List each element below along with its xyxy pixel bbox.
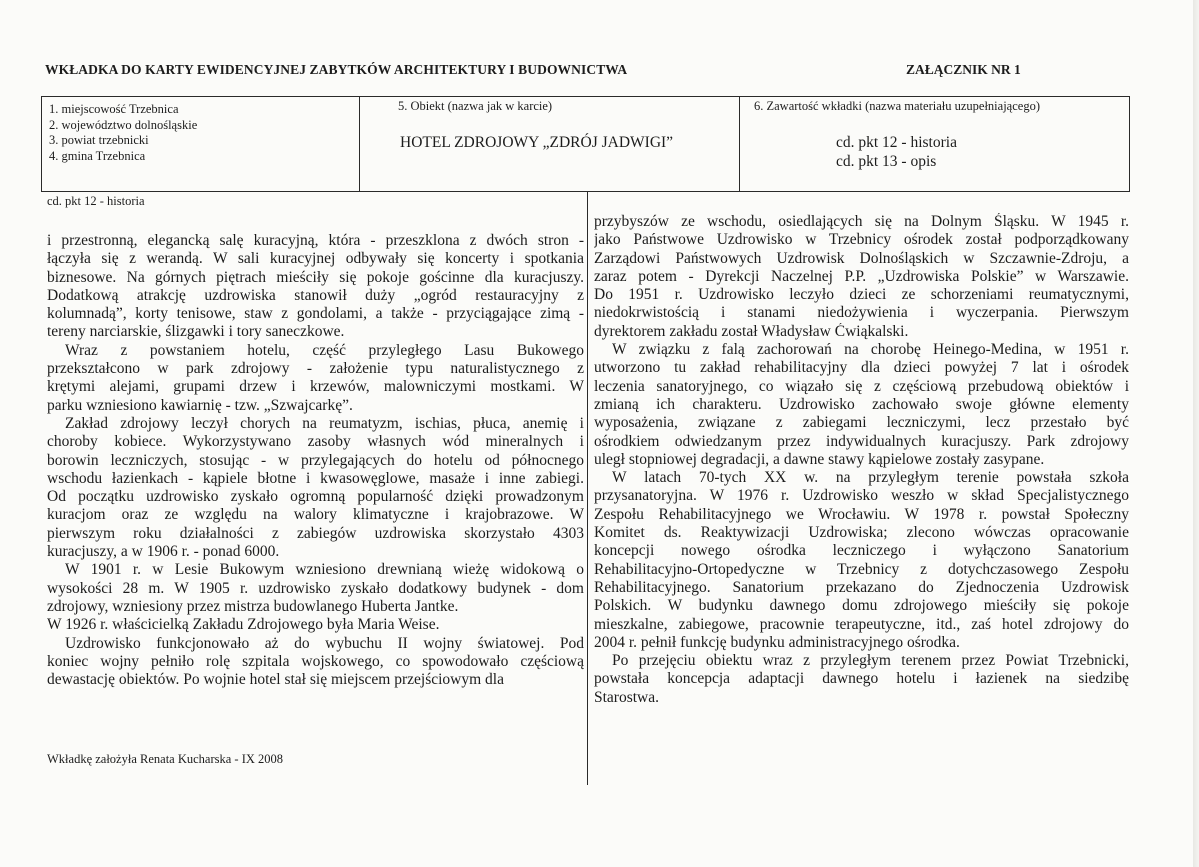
text-line: powstała koncepcja adaptacji dawnego hotelu i łazienek na siedzibę [594,670,1129,688]
text-line: kuracjuszy, a w 1906 r. - ponad 6000. [47,543,280,561]
document-title: WKŁADKA DO KARTY EWIDENCYJNEJ ZABYTKÓW ARCHITEKTURY I BUDOWNICTWA [45,62,628,77]
text-line: niedokrwistością i stanami niedożywienia i wyczerpania. Pierwszym [594,304,1129,322]
contents-label: 6. Zawartość wkładki (nazwa materiału uzupełniającego) [754,99,1040,113]
text-line: kolumnadą”, korty tenisowe, staw z gondolami, a także - przyciągające zimą - [47,305,584,323]
text-line: mieszkalne, zabiegowe, pracownie terapeutyczne, itd., zaś hotel zdrojowy do [594,615,1129,633]
text-line: Uzdrowisko funkcjonowało aż do wybuchu II wojny światowej. Pod [65,634,584,652]
text-line: łączyła się z werandą. W sali kuracyjnej odbywały się koncerty i spotkania [47,250,584,268]
author-footer: Wkładkę założyła Renata Kucharska - IX 2008 [47,752,284,766]
text-line: dewastację obiektów. Po wojnie hotel stał się miejscem przejściowym dla [47,671,504,689]
text-line: wschodu łazienkach - kąpiele błotne i kwasowęglowe, masaże i inne zabiegi. [47,469,584,487]
text-line: Po przejęciu obiektu wraz z przyległym terenem przez Powiat Trzebnicki, [612,652,1129,670]
text-line: tereny narciarskie, ślizgawki i tory saneczkowe. [47,323,345,341]
text-line: Od początku uzdrowisko zyskało ogromną popularność dzięki prowadzonym [47,488,584,506]
text-line: Zarządowi Państwowych Uzdrowisk Dolnośląskich w Szczawnie-Zdroju, a [594,249,1129,267]
text-line: zmianą ich charakteru. Uzdrowisko zachowało swoje główne elementy [594,395,1129,413]
text-line: jako Państwowe Uzdrowisko w Trzebnicy ośrodek został podporządkowany [594,231,1129,249]
object-label: 5. Obiekt (nazwa jak w karcie) [398,99,553,113]
object-name: HOTEL ZDROJOWY „ZDRÓJ JADWIGI” [400,134,674,151]
text-line: wyposażenia, związane z zabiegami leczniczymi, lecz przestało być [594,414,1129,432]
object-cell [360,97,740,191]
text-line: uległ stopniowej degradacji, a dawne stawy kąpielowe zostały zasypane. [594,450,1045,468]
info-table [41,96,1130,192]
text-line: borowin leczniczych, stosując - w przylegających do hotelu od północnego [47,451,584,469]
text-line: Rehabilitacyjnego. Sanatorium przekazano do Zjednoczenia Uzdrowisk [594,578,1129,596]
scan-edge [1193,0,1199,867]
text-line: Rehabilitacyjno-Ortopedyczne w Trzebnicy z dotychczasowego Zespołu [594,560,1129,578]
contents-cell [740,97,1129,191]
location-item-county: 3. powiat trzebnicki [49,133,149,147]
text-line: Zakład zdrojowy leczył chorych na reumatyzm, ischias, płuca, anemię i [65,414,584,432]
column-divider [587,191,588,785]
text-line: biznesowe. Na górnych piętrach mieściły się pokoje gościnne dla kuracjuszy. [47,268,584,286]
text-line: i przestronną, elegancką salę kuracyjną, która - przeszklona z dwóch stron - [47,232,584,249]
text-line: przekształcono w park zdrojowy - założenie typu naturalistycznego z [47,360,584,378]
text-line: pierwszym roku działalności z zabiegów uzdrowiska skorzystało 4303 [47,524,584,542]
text-line: przysanatoryjna. W 1976 r. Uzdrowisko weszło w skład Specjalistycznego [594,487,1129,505]
text-line: przybyszów ze wschodu, osiedlających się na Dolnym Śląsku. W 1945 r. [594,213,1129,230]
contents-item-history: cd. pkt 12 - historia [836,134,957,151]
left-column-text [47,232,584,689]
text-line: ośrodkiem odwiedzanym przez indywidualnych kuracjuszy. Park zdrojowy [594,432,1129,450]
text-line: W 1926 r. właścicielką Zakładu Zdrojowego była Maria Weise. [47,616,440,634]
contents-item-description: cd. pkt 13 - opis [836,153,937,170]
right-column-text [594,213,1129,707]
text-line: Wraz z powstaniem hotelu, część przyległego Lasu Bukowego [65,341,584,359]
location-cell [42,97,360,191]
text-line: Zespołu Rehabilitacyjnego we Wrocławiu. W 1978 r. powstał Społeczny [594,505,1129,523]
text-line: zdrojowy, wzniesiony przez mistrza budowlanego Huberta Jantke. [47,597,459,615]
text-line: Komitet ds. Reaktywizacji Uzdrowiska; zlecono wówczas opracowanie [594,524,1129,542]
annex-label: ZAŁĄCZNIK NR 1 [906,62,1021,77]
location-item-place: 1. miejscowość Trzebnica [49,102,179,116]
text-line: zaraz potem - Dyrekcji Naczelnej P.P. „Uzdrowiska Polskie” w Warszawie. [594,267,1129,285]
text-line: W latach 70-tych XX w. na przyległym terenie powstała szkoła [612,469,1129,487]
text-line: Starostwa. [594,688,660,706]
text-line: krętymi alejami, grupami drzew i krzewów, malowniczymi mostkami. W [47,378,584,396]
location-item-voivodeship: 2. województwo dolnośląskie [49,117,198,132]
text-line: koniec wojny pełniło rolę szpitala wojskowego, co spowodowało częściową [47,652,584,670]
text-line: W 1901 r. w Lesie Bukowym wzniesiono drewnianą wieżę widokową o [65,561,584,579]
text-line: kuracjom oraz ze względu na walory klimatyczne i krajobrazowe. W [47,506,584,524]
text-line: wysokości 28 m. W 1905 r. uzdrowisko zyskało dodatkowy budynek - dom [47,579,584,597]
location-item-commune: 4. gmina Trzebnica [49,148,146,163]
text-line: dyrektorem zakładu został Władysław Ćwiąkalski. [594,322,909,340]
text-line: utworzono tu zakład rehabilitacyjny dla dzieci powyżej 7 lat i ośrodek [594,359,1129,377]
text-line: koncepcji nowego ośrodka leczniczego i wyłączono Sanatorium [594,542,1129,560]
text-line: Polskich. W budynku dawnego domu zdrojowego mieściły się pokoje [594,597,1129,615]
location-list [49,102,197,164]
text-line: choroby kobiece. Wykorzystywano zasoby własnych wód mineralnych i [47,433,584,451]
text-line: Dodatkową atrakcję uzdrowiska stanowił duży „ogród restauracyjny z [47,286,584,304]
text-line: Do 1951 r. Uzdrowisko leczyło dzieci ze schorzeniami reumatycznymi, [594,286,1129,304]
text-line: W związku z falą zachorowań na chorobę Heinego-Medina, w 1951 r. [612,341,1129,359]
continuation-note: cd. pkt 12 - historia [47,194,145,208]
text-line: leczenia sanatoryjnego, co wiązało się z częściową przebudową obiektów i [594,377,1129,395]
text-line: parku wzniesiono kawiarnię - tzw. „Szwajcarkę”. [47,396,353,414]
text-line: 2004 r. pełnił funkcję budynku administracyjnego ośrodka. [594,633,960,651]
contents-list [836,133,957,171]
